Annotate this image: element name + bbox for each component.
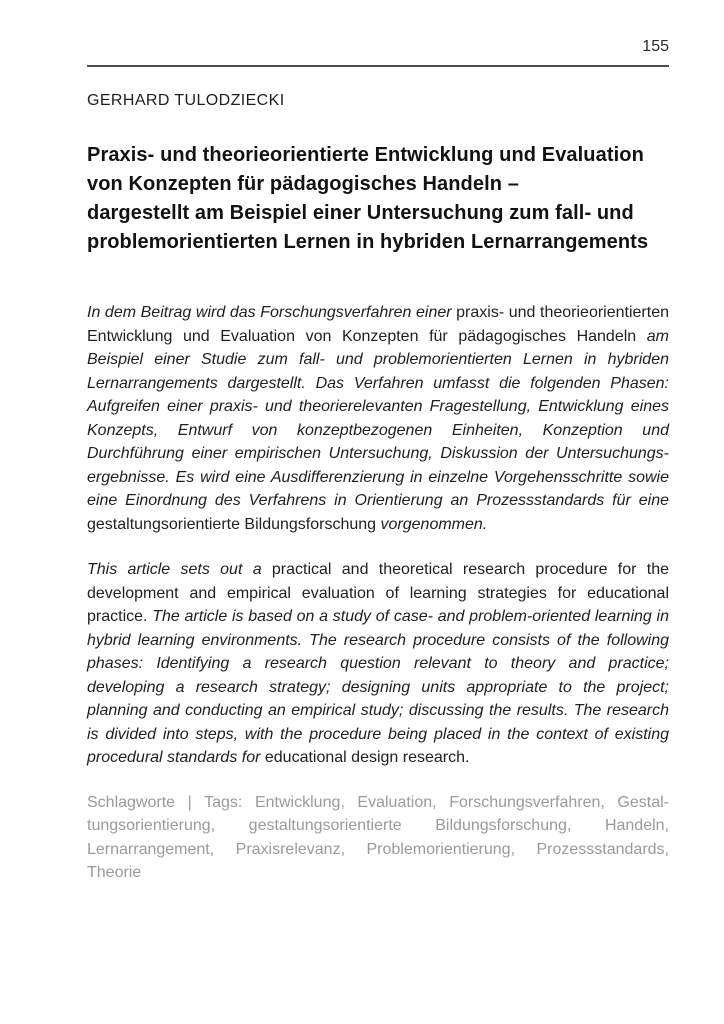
text-run: educational design research.	[264, 749, 470, 766]
article-title	[87, 141, 669, 257]
author-name: GERHARD TULODZIECKI	[87, 92, 285, 109]
keywords: Schlagworte | Tags: Entwicklung, Evaluation, Forschungsverfahren, Gestaltungsorientierung, gestaltungsorientierte Bildungsforschung, Handeln, Lernarrangement, Praxisrelevanz, Problemorientierung, Prozessstandards, Theorie	[87, 793, 669, 881]
text-run: In dem Beitrag wird das Forschungsverfahren einer	[87, 304, 457, 321]
text-run: am Beispiel einer Studie zum fall- und problemorientierten Lernen in hybriden Lernarrangements dargestellt. Das Verfahren umfasst die folgenden Phasen: Aufgreifen einer praxis- und theorierelevanten Fragestellung, Entwicklung eines Konzepts, Entwurf von konzeptbezogenen Einheiten, Konzeption und Durchführung einer empirischen Untersuchung, Diskussion der Untersuchungsergebnisse. Es wird eine Ausdifferenzierung in einzelne Vorgehensschritte sowie eine Einordnung des Verfahrens in Orientierung an Prozessstandards für eine	[87, 327, 669, 509]
text-run: The article is based on a study of case- and problem-oriented learning in hybrid learning environments. The research procedure consists of the following phases: Identifying a research question relevant to theory and practice; developing a research strategy; designing units appropriate to the project; planning and conducting an empirical study; discussing the results. The research is divided into steps, with the procedure being placed in the context of existing procedural standards for	[87, 608, 669, 766]
title-line-3: dargestellt am Beispiel einer Untersuchung zum fall- und	[87, 202, 634, 224]
text-run: gestaltungsorientierte Bildungsforschung	[87, 515, 381, 533]
text-run: praxis- und theorieorientierten Entwicklung und Evaluation von Konzepten für pädagogisches Handeln	[87, 304, 669, 345]
title-line-1: Praxis- und theorieorientierte Entwicklung und Evaluation	[87, 144, 644, 166]
page-number: 155	[642, 38, 669, 55]
title-line-2: von Konzepten für pädagogisches Handeln –	[87, 173, 519, 195]
abstract-english	[87, 558, 669, 770]
header-rule	[87, 65, 669, 67]
text-run: practical and theoretical research procedure for the development and empirical evaluation of learning strategies for educational practice.	[87, 561, 669, 625]
text-run: This article sets out a	[87, 561, 272, 578]
title-line-4: problemorientierten Lernen in hybriden Lernarrangements	[87, 231, 649, 253]
text-run: vorgenommen.	[380, 515, 488, 533]
abstract-german	[87, 301, 669, 536]
